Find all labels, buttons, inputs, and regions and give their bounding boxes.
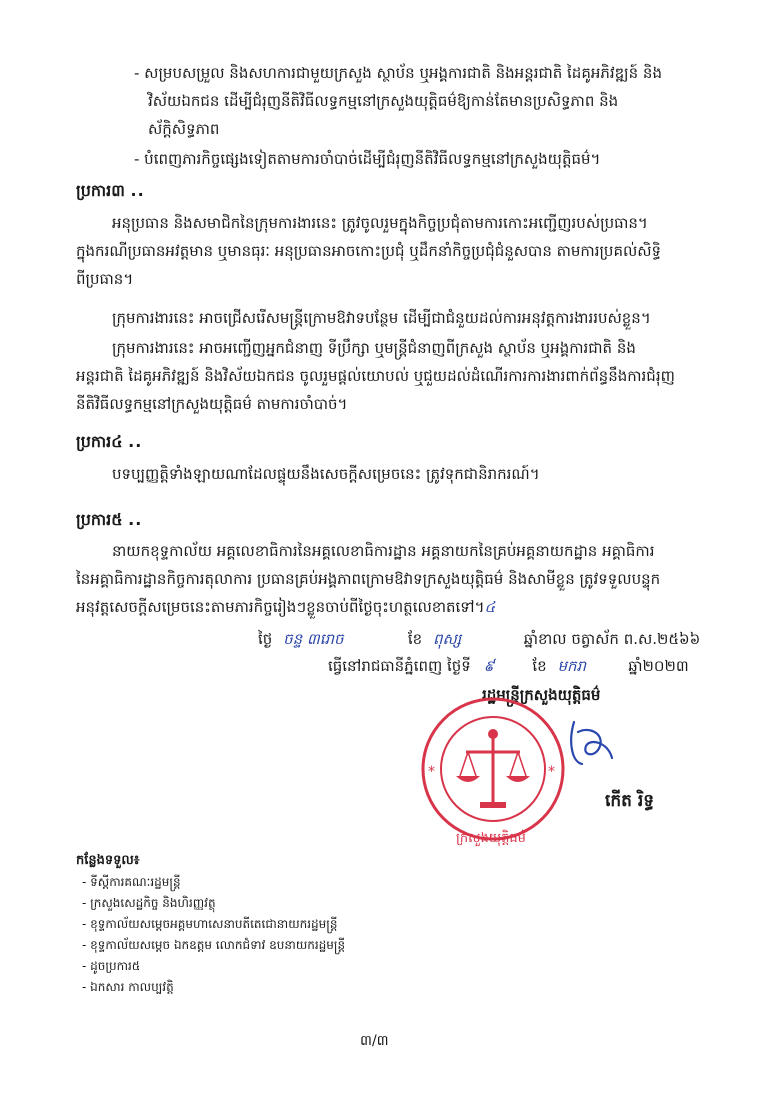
recipient-item: - ដូចប្រការ៥ — [82, 959, 141, 973]
made-at-label: ធ្វើនៅរាជធានីភ្នំពេញ ថ្ងៃទី — [328, 657, 471, 675]
article-3-para-1-line-3: ពីប្រធាន។ — [76, 270, 134, 288]
solar-month-prefix: ខែ — [532, 657, 547, 675]
article-5-heading — [76, 509, 142, 531]
solar-day-value: ៩ — [483, 657, 495, 675]
lunar-day-value: ចន្ទ ៣រោច — [283, 630, 344, 648]
article-3-para-3-line-1: ក្រុមការងារនេះ អាចអញ្ជើញអ្នកជំនាញ ទីប្រឹក្សា ឬមន្ត្រីជំនាញពីក្រសួង ស្ថាប័ន ឬអង្គការជាតិ និង — [112, 339, 636, 357]
svg-text:*: * — [548, 764, 555, 780]
article-5-title: ប្រការ៥ — [76, 510, 123, 529]
lunar-month-value: ពុស្ស — [432, 630, 462, 648]
svg-text:*: * — [428, 764, 435, 780]
article-3-para-3-line-2: អន្តរជាតិ ដៃគូអភិវឌ្ឍន៍ និងវិស័យឯកជន ចូលរួមផ្តល់យោបល់ ឬជួយដល់ដំណើរការការងារពាក់ព័ន្ធនឹងការជំរុញ — [76, 367, 675, 385]
bullet-1-line-3: ស័ក្តិសិទ្ធភាព — [148, 120, 220, 138]
article-5-para-line-2: នៃអគ្គាធិការដ្ឋានកិច្ចការតុលាការ ប្រធានគ្រប់អង្គភាពក្រោមឱវាទក្រសួងយុត្តិធម៌ និងសាមីខ្លួន ត្រូវទទួលបន្ទុក — [76, 570, 661, 588]
lunar-date-line — [258, 630, 700, 652]
seal-text: ក្រសួងយុត្តិធម៌ — [456, 831, 526, 846]
bullet-1-line-1: - សម្របសម្រួល និងសហការជាមួយក្រសួង ស្ថាប័ន ឬអង្គការជាតិ និងអន្តរជាតិ ដៃគូអភិវឌ្ឍន៍ និង — [134, 64, 662, 82]
lunar-month-prefix: ខែ — [407, 630, 423, 648]
article-3-title: ប្រការ៣ — [76, 181, 125, 200]
article-5-para-line-3 — [76, 596, 495, 618]
article-4-title: ប្រការ៤ — [76, 432, 123, 451]
article-4-dots: .. — [128, 432, 143, 451]
recipients-title: កន្លែងទទួល៖ — [76, 853, 140, 868]
article-4-heading — [76, 431, 142, 453]
lunar-year: ឆ្នាំខាល ចត្វាស័ក ព.ស.២៥៦៦ — [523, 630, 701, 648]
article-5-dots: .. — [128, 510, 143, 529]
ministry-seal-icon — [418, 694, 568, 844]
lunar-day-prefix: ថ្ងៃ — [258, 630, 273, 648]
article-5-para-line-1: នាយកខុទ្ទកាល័យ អគ្គលេខាធិការនៃអគ្គលេខាធិការដ្ឋាន អគ្គនាយកនៃគ្រប់អគ្គនាយកដ្ឋាន អគ្គាធិការ — [112, 542, 655, 560]
article-3-para-3-line-3: នីតិវិធីលទ្ធកម្មនៅក្រសួងយុត្តិធម៌ តាមការចាំបាច់។ — [76, 395, 348, 413]
recipient-item: - ទីស្តីការគណៈរដ្ឋមន្ត្រី — [82, 875, 181, 889]
article-3-heading — [76, 180, 145, 202]
minister-title: រដ្ឋមន្ត្រីក្រសួងយុត្តិធម៌ — [482, 686, 601, 704]
article-5-end-mark: ៤ — [484, 598, 496, 616]
signer-name: កើត រិទ្ធ — [605, 791, 655, 811]
recipient-item: - ខុទ្ទកាល័យសម្តេចអគ្គមហាសេនាបតីតេជោនាយករដ្ឋមន្ត្រី — [82, 917, 338, 931]
page-number: ៣/៣ — [360, 1033, 389, 1049]
solar-date-line — [328, 657, 689, 679]
bullet-2-line-1: - បំពេញភារកិច្ចផ្សេងទៀតតាមការចាំបាច់ដើម្បីជំរុញនីតិវិធីលទ្ធកម្មនៅក្រសួងយុត្តិធម៌។ — [134, 150, 601, 168]
recipient-item: - ក្រសួងសេដ្ឋកិច្ច និងហិរញ្ញវត្ថុ — [82, 896, 216, 910]
article-3-para-1-line-2: ក្នុងករណីប្រធានអវត្តមាន ឬមានធុរៈ អនុប្រធានអាចកោះប្រជុំ ឬដឹកនាំកិច្ចប្រជុំជំនួសបាន តាមការប្រគល់សិទ្ធិ — [76, 242, 662, 260]
solar-year: ឆ្នាំ២០២៣ — [628, 657, 689, 675]
bullet-1-line-2: វិស័យឯកជន ដើម្បីជំរុញនីតិវិធីលទ្ធកម្មនៅក្រសួងយុត្តិធម៌ឱ្យកាន់តែមានប្រសិទ្ធភាព និង — [148, 92, 619, 110]
article-3-para-1-line-1: អនុប្រធាន និងសមាជិកនៃក្រុមការងារនេះ ត្រូវចូលរួមក្នុងកិច្ចប្រជុំតាមការកោះអញ្ជើញរបស់ប្រធាន។ — [112, 214, 648, 232]
solar-month-value: មករា — [557, 657, 587, 675]
article-3-para-2-line-1: ក្រុមការងារនេះ អាចជ្រើសរើសមន្ត្រីក្រោមឱវាទបន្ថែម ដើម្បីជាជំនួយដល់ការអនុវត្តការងាររបស់ខ្លួន។ — [112, 309, 651, 327]
recipients-list — [82, 872, 345, 998]
recipient-item: - ឯកសារ កាលប្បវត្តិ — [82, 980, 174, 994]
signature-icon — [560, 712, 620, 772]
article-4-para-line-1: បទប្បញ្ញត្តិទាំងឡាយណាដែលផ្ទុយនឹងសេចក្តីសម្រេចនេះ ត្រូវទុកជានិរាករណ៍។ — [112, 465, 540, 483]
article-3-dots: .. — [130, 181, 145, 200]
article-5-para-line-3-text: អនុវត្តសេចក្តីសម្រេចនេះតាមភារកិច្ចរៀងៗខ្លួនចាប់ពីថ្ងៃចុះហត្ថលេខាតទៅ។ — [76, 598, 485, 616]
recipient-item: - ខុទ្ទកាល័យសម្តេច ឯកឧត្តម លោកជំទាវ ឧបនាយករដ្ឋមន្ត្រី — [82, 938, 346, 952]
